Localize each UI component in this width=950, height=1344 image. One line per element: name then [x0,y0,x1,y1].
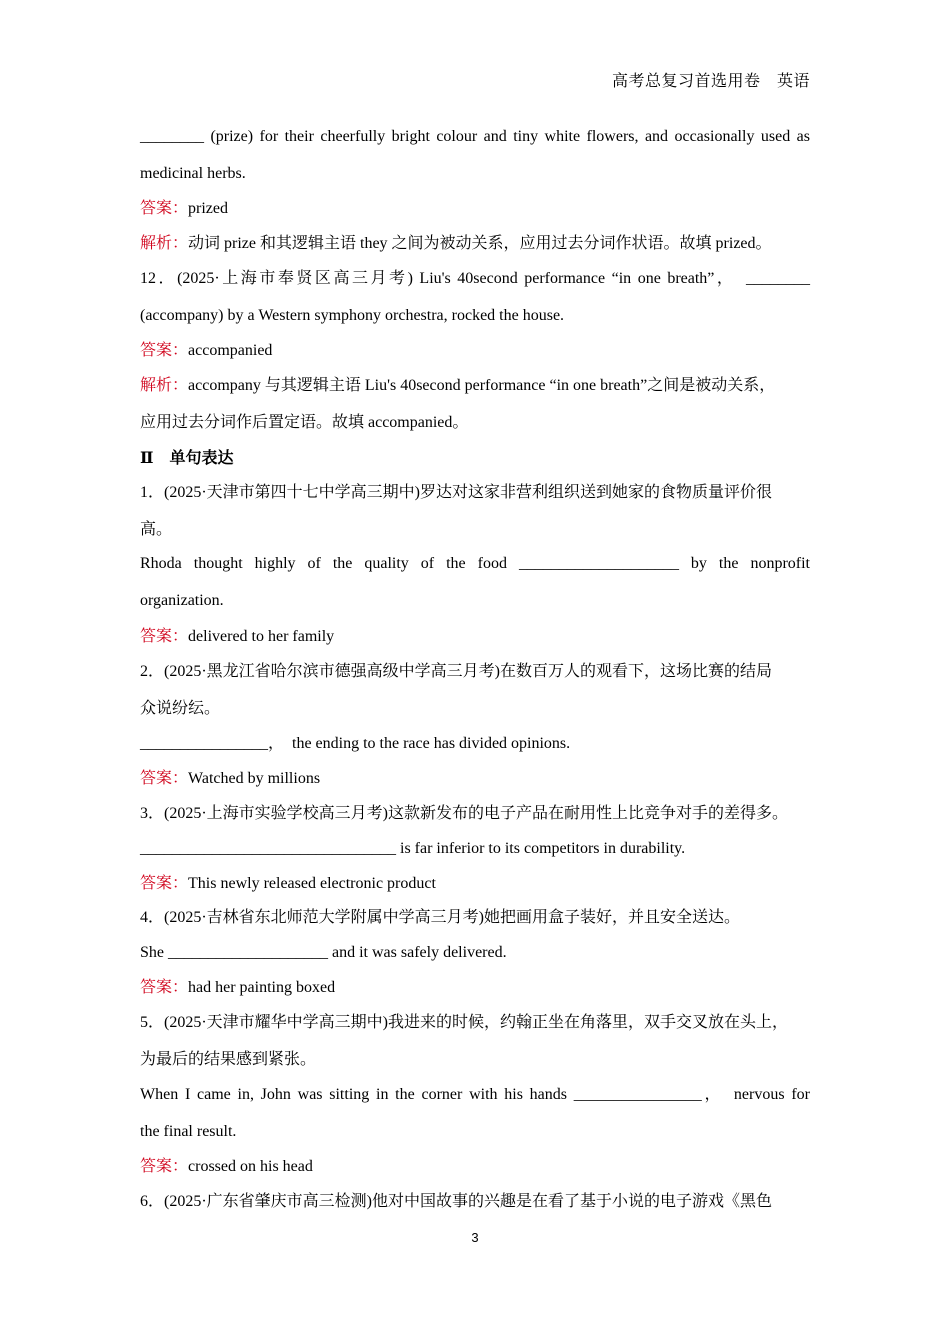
s3-answer [140,873,810,895]
answer-text: delivered to her family [188,628,335,645]
s3-english-line1: ________________________________ is far inferior to its competitors in durability. [140,840,686,857]
page-number: 3 [471,1230,479,1245]
s5-question-line2: 为最后的结果感到紧张。 [140,1051,317,1068]
explanation-label: 解析： [140,235,189,252]
q11-sentence-line1: ________ (prize) for their cheerfully bright colour and tiny white flowers, and occasionally used as [140,128,810,145]
s1-english-line1: Rhoda thought highly of the quality of the food ____________________ by the nonprofit [140,555,810,572]
s1-answer [140,626,810,648]
s4-english-line1: She ____________________ and it was safely delivered. [140,944,507,961]
answer-label: 答案： [140,200,189,217]
answer-label: 答案： [140,628,189,645]
s2-english-line1: ________________， the ending to the race has divided opinions. [140,735,571,752]
q12-line2: (accompany) by a Western symphony orchestra, rocked the house. [140,307,565,324]
section-title: 单句表达 [169,450,234,467]
s2-question-line2: 众说纷纭。 [140,700,221,717]
section-number: Ⅱ [140,450,154,467]
answer-text: prized [188,200,228,217]
s5-answer [140,1156,810,1178]
explanation-label: 解析： [140,377,189,394]
s5-english-line1: When I came in, John was sitting in the corner with his hands ________________， nervous for [140,1086,810,1103]
explanation-12-line2: 应用过去分词作后置定语。故填 accompanied。 [140,414,469,431]
answer-label: 答案： [140,770,189,787]
answer-text: crossed on his head [188,1158,313,1175]
answer-label: 答案： [140,979,189,996]
section-heading [140,448,810,470]
answer-12 [140,340,810,362]
answer-text: accompanied [188,342,273,359]
answer-label: 答案： [140,342,189,359]
s1-question-line2: 高。 [140,521,173,538]
answer-text: had her painting boxed [188,979,336,996]
explanation-text-line1: accompany 与其逻辑主语 Liu's 40second performance “in one breath”之间是被动关系， [188,377,776,394]
s1-question-line1: 1．(2025·天津市第四十七中学高三期中)罗达对这家非营利组织送到她家的食物质量评价很 [140,484,772,501]
s4-question-line1: 4．(2025·吉林省东北师范大学附属中学高三月考)她把画用盒子装好，并且安全送达。 [140,909,740,926]
answer-label: 答案： [140,1158,189,1175]
s1-english-line2: organization. [140,592,224,609]
explanation-11 [140,233,810,255]
s6-question-line1: 6．(2025·广东省肇庆市高三检测)他对中国故事的兴趣是在看了基于小说的电子游戏《黑色 [140,1193,772,1210]
explanation-text: 动词 prize 和其逻辑主语 they 之间为被动关系，应用过去分词作状语。故填 prized。 [188,235,772,252]
s5-english-line2: the final result. [140,1123,237,1140]
s2-answer [140,768,810,790]
q12-line1: 12．(2025·上海市奉贤区高三月考) Liu's 40second performance “in one breath”， ________ [140,270,810,287]
answer-label: 答案： [140,875,189,892]
answer-11 [140,198,810,220]
explanation-12 [140,375,810,397]
page-header: 高考总复习首选用卷 英语 [611,73,810,90]
s3-question-line1: 3．(2025·上海市实验学校高三月考)这款新发布的电子产品在耐用性上比竞争对手的差得多。 [140,805,788,822]
s2-question-line1: 2．(2025·黑龙江省哈尔滨市德强高级中学高三月考)在数百万人的观看下，这场比赛的结局 [140,663,772,680]
answer-text: Watched by millions [188,770,321,787]
s5-question-line1: 5．(2025·天津市耀华中学高三期中)我进来的时候，约翰正坐在角落里，双手交叉放在头上， [140,1014,788,1031]
q11-sentence-line2: medicinal herbs. [140,165,246,182]
answer-text: This newly released electronic product [188,875,436,892]
s4-answer [140,977,810,999]
